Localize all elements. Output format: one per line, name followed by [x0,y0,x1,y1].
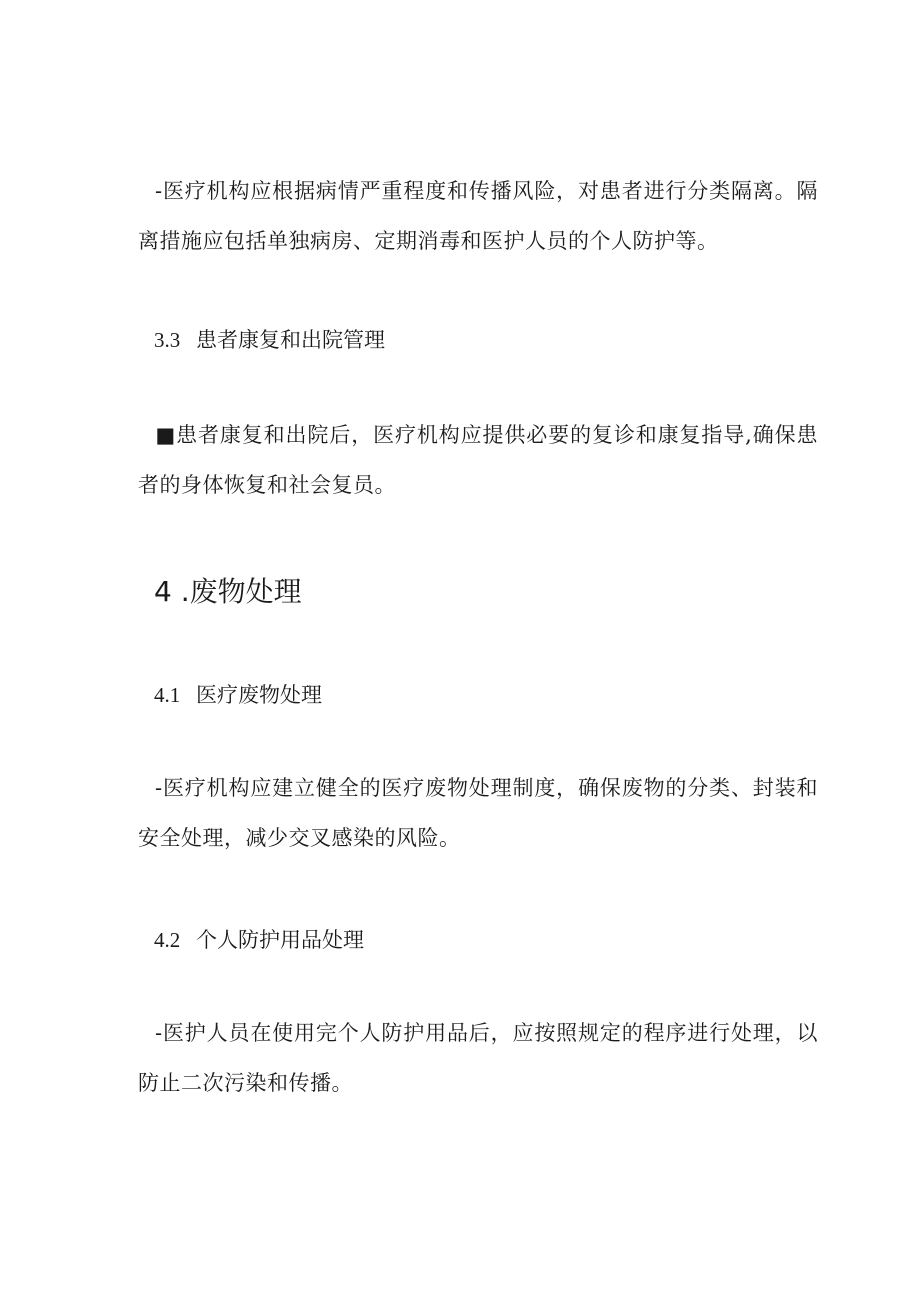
section-3-3-heading [154,325,385,355]
section-title: 个人防护用品处理 [196,928,364,952]
paragraph-rehab-text: ■患者康复和出院后，医疗机构应提供必要的复诊和康复指导,确保患者的身体恢复和社会复员。 [138,423,818,497]
section-4-1-heading [154,680,322,710]
paragraph-medical-waste [138,763,818,863]
section-4-2-heading [154,925,364,955]
section-number: 4.2 [154,928,181,952]
paragraph-isolation-text: -医疗机构应根据病情严重程度和传播风险，对患者进行分类隔离。隔离措施应包括单独病房、定期消毒和医护人员的个人防护等。 [138,179,818,253]
section-title: 患者康复和出院管理 [196,328,385,352]
section-4-heading: 4 .废物处理 [154,575,302,608]
paragraph-ppe-disposal [138,1008,818,1108]
paragraph-ppe-disposal-text: -医护人员在使用完个人防护用品后，应按照规定的程序进行处理，以防止二次污染和传播。 [138,1021,818,1095]
paragraph-isolation [138,166,818,266]
section-number: 3.3 [154,328,181,352]
paragraph-medical-waste-text: -医疗机构应建立健全的医疗废物处理制度，确保废物的分类、封装和安全处理，减少交叉感染的风险。 [138,776,818,850]
section-number: 4.1 [154,683,181,707]
paragraph-rehab [138,410,818,510]
section-title: 医疗废物处理 [196,683,322,707]
